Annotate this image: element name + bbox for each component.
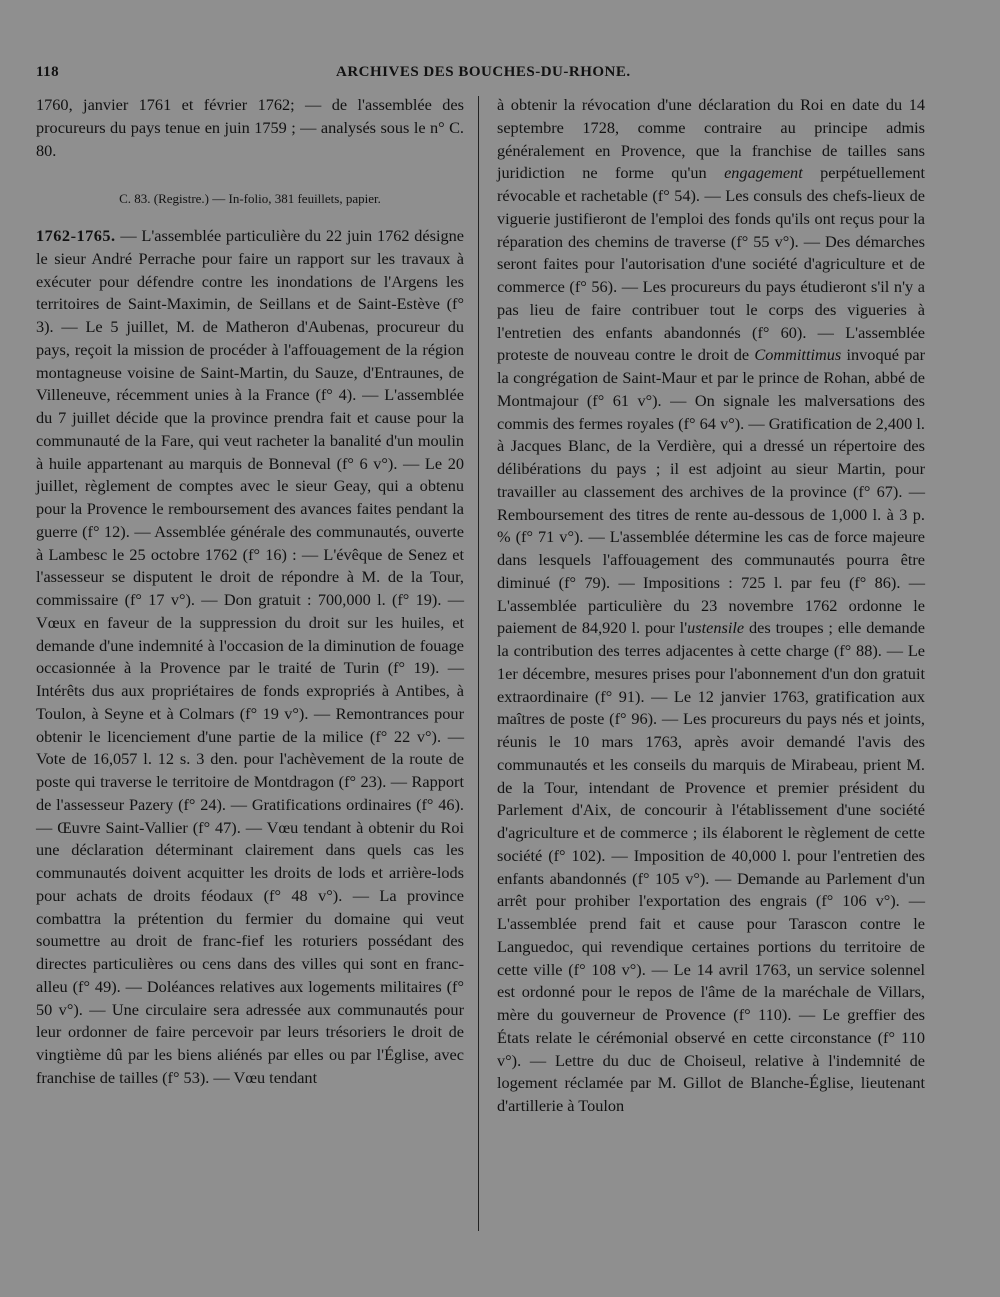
page-header <box>36 64 926 90</box>
italic-term-2: Committimus <box>754 345 842 365</box>
text-segment-3: invoqué par la congrégation de Saint-Maur et par le prince de Rohan, abbé de Montmajour (f° 61 v°). — On signale les malversations des commis des fermes royales (f° 64 v°). — Gratification de 2,400 l. à Jacques Blanc, de la Verdière, qui a dressé un répertoire des délibérations du pays ; il est adjoint au sieur Martin, pour travailler au classement des archives de la province (f° 67). — Remboursement des titres de rente au-dessous de 1,000 l. à 3 p. % (f° 71 v°). — L'assemblée détermine les cas de force majeure dans lesquels l'affouagement des communautés pourra être diminué (f° 79). — Impositions : 725 l. par feu (f° 86). — L'assemblée particulière du 23 novembre 1762 ordonne le paiement de 84,920 l. pour l' <box>497 345 925 638</box>
entry-paragraph <box>36 225 464 1090</box>
running-title: ARCHIVES DES BOUCHES-DU-RHONE. <box>336 64 631 80</box>
text-segment-2: perpétuellement révocable et rachetable (f° 54). — Les consuls des chefs-lieux de viguerie justifieront de l'emploi des fonds qu'ils ont reçus pour la réparation des chemins de traverse (f° 55 v°). — Des démarches seront faites pour l'autorisation d'une société d'agriculture et de commerce (f° 56). — Les procureurs du pays étudieront s'il n'y a pas lieu de faire contribuer tout le corps des vigueries à l'entretien des enfants abandonnés (f° 60). — L'assemblée proteste de nouveau contre le droit de <box>497 163 925 365</box>
entry-date: 1762-1765. <box>36 226 116 245</box>
right-column <box>497 94 925 1118</box>
column-divider <box>478 96 479 1231</box>
italic-term-3: ustensile <box>687 618 745 638</box>
continuation-paragraph <box>497 94 925 1118</box>
intro-paragraph: 1760, janvier 1761 et février 1762; — de l'assemblée des procureurs du pays tenue en juin 1759 ; — analysés sous le n° C. 80. <box>36 95 464 160</box>
text-segment-1: à obtenir la révocation d'une déclaration du Roi en date du 14 septembre 1728, comme contraire au principe admis généralement en Provence, que la franchise de tailles sans juridiction ne forme qu'un <box>497 95 925 183</box>
catalog-line: C. 83. (Registre.) — In-folio, 381 feuillets, papier. <box>119 191 381 207</box>
page-number: 118 <box>36 64 60 80</box>
entry-text: — L'assemblée particulière du 22 juin 1762 désigne le sieur André Perrache pour faire un rapport sur les travaux à exécuter pour défendre contre les inondations de l'Argens les territoires de Saint-Maximin, de Seillans et de Saint-Estève (f° 3). — Le 5 juillet, M. de Matheron d'Aubenas, procureur du pays, reçoit la mission de procéder à l'affouagement de la région montagneuse voisine de Saint-Martin, du Sauze, d'Entraunes, de Villeneuve, récemment unies à la France (f° 4). — L'assemblée du 7 juillet décide que la province prendra fait et cause pour la communauté de la Fare, qui veut racheter la banalité d'un moulin à huile appartenant au marquis de Bonneval (f° 6 v°). — Le 20 juillet, règlement de comptes avec le sieur Geay, qui a obtenu pour la Provence le remboursement des avances faites pendant la guerre (f° 12). — Assemblée générale des communautés, ouverte à Lambesc le 25 octobre 1762 (f° 16) : — L'évêque de Senez et l'assesseur se disputent le droit de répondre à M. de la Tour, commissaire (f° 17 v°). — Don gratuit : 700,000 l. (f° 19). — Vœux en faveur de la suppression du droit sur les huiles, et demande d'une indemnité à l'occasion de la diminution de fouage occasionnée à la Provence par le traité de Turin (f° 19). — Intérêts dus aux propriétaires de fonds expropriés à Antibes, à Toulon, à Seyne et à Colmars (f° 19 v°). — Remontrances pour obtenir le licenciement d'une partie de la milice (f° 22 v°). — Vote de 16,057 l. 12 s. 3 den. pour l'achèvement de la route de poste qui traverse le territoire de Montdragon (f° 23). — Rapport de l'assesseur Pazery (f° 24). — Gratifications ordinaires (f° 46). — Œuvre Saint-Vallier (f° 47). — Vœu tendant à obtenir du Roi une déclaration déterminant clairement dans quels cas les communautés doivent acquitter les droits de lods et arrière-lods pour achats de droits féodaux (f° 48 v°). — La province combattra la prétention du fermier du domaine qui veut soumettre au droit de franc-fief les roturiers possédant des directes particulières ou cens dans des villes qui sont en franc-alleu (f° 49). — Doléances relatives aux logements militaires (f° 50 v°). — Une circulaire sera adressée aux communautés pour leur ordonner de faire percevoir par leurs trésoriers le droit de vingtième dû par les biens aliénés par elles ou par l'Église, avec franchise de tailles (f° 53). — Vœu tendant <box>36 226 464 1087</box>
text-segment-4: des troupes ; elle demande la contribution des terres adjacentes à cette charge (f° 88). — Le 1er décembre, mesures prises pour l'abonnement d'un don gratuit extraordinaire (f° 91). — Le 12 janvier 1763, gratification aux maîtres de poste (f° 96). — Les procureurs du pays nés et joints, réunis le 10 mars 1763, après avoir demandé l'avis des communautés et les conseils du marquis de Mirabeau, prient M. de la Tour, intendant de Provence et premier président du Parlement d'Aix, de concourir à l'établissement d'une société d'agriculture et de commerce ; ils élaborent le règlement de cette société (f° 102). — Imposition de 40,000 l. pour l'entretien des enfants abandonnés (f° 105 v°). — Demande au Parlement d'un arrêt pour prohiber l'exportation des engrais (f° 106 v°). — L'assemblée prend fait et cause pour Tarascon contre le Languedoc, qui revendique certaines portions du territoire de cette ville (f° 108 v°). — Le 14 avril 1763, un service solennel est ordonné pour le repos de l'âme de la maréchale de Villars, mère du gouverneur de Provence (f° 110). — Le greffier des États relate le cérémonial observé en cette circonstance (f° 110 v°). — Lettre du duc de Choiseul, relative à l'indemnité de logement réclamée par M. Gillot de Blanche-Église, lieutenant d'artillerie à Toulon <box>497 618 925 1115</box>
left-column <box>36 94 464 1090</box>
italic-term-1: engagement <box>724 163 803 183</box>
